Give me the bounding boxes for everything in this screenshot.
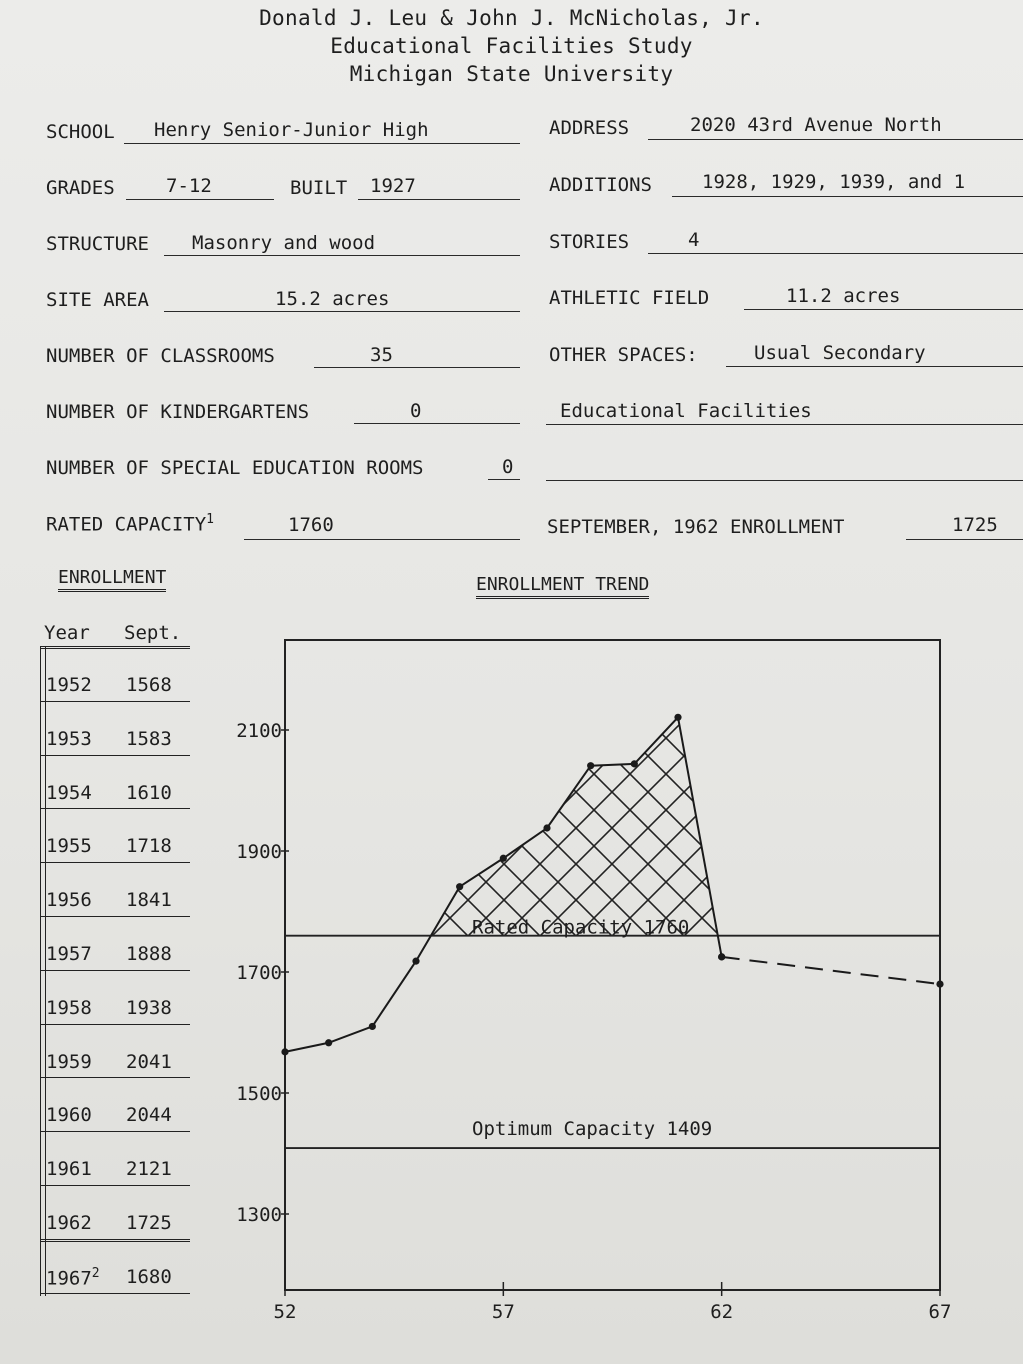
table-cell-sept: 2121: [126, 1158, 172, 1181]
rated-capacity-label: RATED CAPACITY$^1$: [46, 512, 214, 536]
stories-label: STORIES: [549, 231, 630, 253]
table-cell-year: 1967$^2$: [46, 1265, 100, 1290]
table-cell-year: 1954: [46, 781, 92, 804]
classrooms-value: 35: [370, 344, 393, 366]
structure-label: STRUCTURE: [46, 233, 149, 255]
table-cell-sept: 1583: [126, 727, 172, 750]
table-cell-sept: 2041: [126, 1050, 172, 1073]
x-tick-label: 62: [710, 1301, 734, 1323]
hatched-area: [431, 717, 718, 935]
table-cell-sept: 1718: [126, 835, 172, 858]
y-tick-label: 1500: [236, 1083, 282, 1105]
table-header-year: Year: [44, 622, 90, 644]
data-point: [456, 883, 463, 890]
data-point: [500, 855, 507, 862]
chart-title: ENROLLMENT TREND: [476, 574, 649, 599]
header-authors: Donald J. Leu & John J. McNicholas, Jr.: [259, 6, 764, 30]
data-point: [674, 714, 681, 721]
table-cell-year: 1959: [46, 1050, 92, 1073]
classrooms-label: NUMBER OF CLASSROOMS: [46, 345, 275, 367]
additions-value: 1928, 1929, 1939, and 1: [702, 171, 966, 193]
stories-value: 4: [688, 229, 700, 251]
school-value: Henry Senior-Junior High: [154, 119, 429, 141]
y-tick-label: 1700: [236, 962, 282, 984]
table-cell-year: 1962: [46, 1212, 92, 1234]
table-header-sept: Sept.: [124, 622, 182, 644]
table-cell-sept: 1888: [126, 943, 172, 965]
data-point: [718, 953, 725, 960]
series-line-1: [722, 957, 940, 984]
data-point: [369, 1023, 376, 1030]
kindergartens-label: NUMBER OF KINDERGARTENS: [46, 401, 310, 423]
table-cell-year: 1955: [46, 835, 92, 858]
other-spaces-value: Usual Secondary: [754, 342, 926, 364]
athletic-field-label: ATHLETIC FIELD: [549, 287, 710, 309]
kindergartens-value: 0: [410, 400, 422, 422]
address-label: ADDRESS: [549, 117, 630, 139]
table-cell-sept: 1680: [126, 1265, 172, 1288]
grades-label: GRADES: [46, 177, 115, 199]
y-tick-label: 1900: [236, 841, 282, 863]
enrollment-table-title: ENROLLMENT: [58, 567, 166, 592]
built-value: 1927: [370, 175, 416, 197]
grades-value: 7-12: [166, 175, 212, 197]
other-spaces-label: OTHER SPACES:: [549, 344, 698, 366]
table-cell-year: 1958: [46, 996, 92, 1019]
site-area-value: 15.2 acres: [275, 288, 390, 310]
enrollment-1962-label: SEPTEMBER, 1962 ENROLLMENT: [547, 516, 845, 538]
address-value: 2020 43rd Avenue North: [690, 114, 942, 136]
additions-label: ADDITIONS: [549, 174, 652, 196]
school-label: SCHOOL: [46, 121, 115, 143]
table-cell-sept: 2044: [126, 1104, 172, 1127]
special-ed-value: 0: [502, 456, 514, 478]
x-tick-label: 52: [273, 1301, 297, 1323]
x-tick-label: 57: [491, 1301, 515, 1323]
table-cell-sept: 1725: [126, 1212, 172, 1234]
chart-frame: [285, 640, 940, 1290]
special-ed-label: NUMBER OF SPECIAL EDUCATION ROOMS: [46, 457, 424, 479]
data-point: [631, 760, 638, 767]
y-tick-label: 2100: [236, 720, 282, 742]
table-cell-sept: 1938: [126, 996, 172, 1019]
built-label: BUILT: [290, 177, 348, 199]
optimum-capacity-label: Optimum Capacity 1409: [472, 1118, 713, 1141]
y-tick-label: 1300: [236, 1204, 282, 1226]
athletic-field-value: 11.2 acres: [786, 285, 901, 307]
table-cell-year: 1960: [46, 1104, 92, 1127]
table-cell-sept: 1610: [126, 781, 172, 804]
rated-capacity-label: Rated Capacity 1760: [472, 916, 690, 939]
data-point: [543, 824, 550, 831]
other-spaces-value-2: Educational Facilities: [560, 400, 812, 422]
table-cell-year: 1953: [46, 727, 92, 750]
x-tick-label: 67: [928, 1301, 952, 1323]
structure-value: Masonry and wood: [192, 232, 376, 254]
table-cell-sept: 1568: [126, 674, 172, 696]
data-point: [281, 1048, 288, 1055]
data-point: [412, 958, 419, 965]
data-point: [936, 981, 943, 988]
header-university: Michigan State University: [349, 62, 674, 86]
table-cell-year: 1961: [46, 1158, 92, 1181]
header-study: Educational Facilities Study: [330, 34, 693, 58]
site-area-label: SITE AREA: [46, 289, 149, 311]
table-cell-sept: 1841: [126, 889, 172, 912]
table-cell-year: 1952: [46, 674, 92, 696]
data-point: [587, 762, 594, 769]
rated-capacity-value: 1760: [288, 514, 334, 536]
table-cell-year: 1957: [46, 943, 92, 965]
table-cell-year: 1956: [46, 889, 92, 912]
enrollment-1962-value: 1725: [952, 514, 998, 536]
data-point: [325, 1039, 332, 1046]
